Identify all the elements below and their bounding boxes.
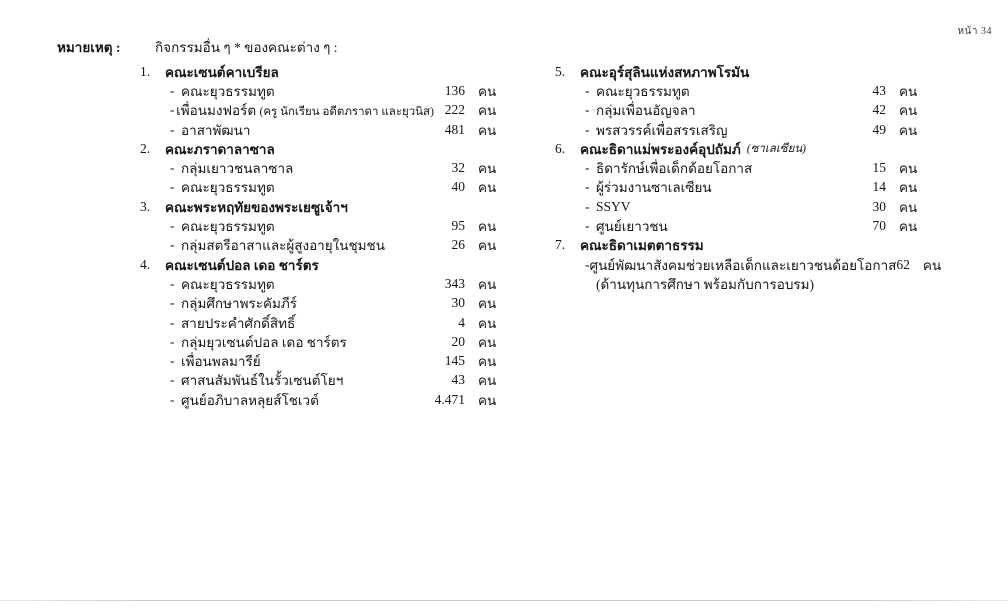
dash: - [585,121,590,137]
list-item [555,158,917,177]
list-item [140,390,496,409]
unit-label: คน [899,161,918,177]
list-item [140,313,496,332]
dash: - [585,102,590,118]
list-item [140,294,496,313]
unit-label: คน [478,334,497,350]
item-count: 136 [444,82,465,98]
unit-label: คน [478,238,497,254]
item-name: อาสาพัฒนา [181,122,251,138]
page-edge-line [0,600,1008,601]
item-count: 14 [872,179,886,195]
group-header [555,236,917,255]
item-name: คณะยุวธรรมทูต [181,83,275,99]
unit-label: คน [899,180,918,196]
list-item [140,178,496,197]
dash: - [170,391,175,407]
item-count: 4.471 [434,391,465,407]
dash: - [170,237,175,253]
dash: - [170,82,175,98]
item-name: SSYV [596,198,631,214]
item-count: 15 [872,160,886,176]
item-name: คณะยุวธรรมทูต [181,276,275,292]
group-title: คณะอุร์สุลินแห่งสหภาพโรมัน [580,64,750,80]
item-name: เพื่อนพลมารีย์ [181,354,261,370]
unit-label: คน [478,161,497,177]
group-title: คณะเซนต์ปอล เดอ ชาร์ตร [165,257,319,273]
item-count: 222 [444,102,465,118]
item-count: 62 [896,256,910,272]
list-item [140,274,496,293]
dash: - [170,333,175,349]
unit-label: คน [478,103,497,119]
list-item [555,255,942,274]
list-item [140,216,496,235]
list-item [555,216,917,235]
item-count: 30 [451,295,465,311]
unit-label: คน [478,180,497,196]
item-name: ศูนย์พัฒนาสังคมช่วยเหลือเด็กและเยาวชนด้อยโอกาส [589,257,897,273]
item-name: กลุ่มศึกษาพระคัมภีร์ [181,296,298,312]
column-left [140,62,496,409]
group-header [140,197,496,216]
list-item [140,81,496,100]
item-count: 343 [444,275,465,291]
item-name: ผู้ร่วมงานซาเลเซียน [596,180,712,196]
group-title: คณะภราดาลาซาล [165,141,275,157]
unit-label: คน [478,392,497,408]
dash: - [170,353,175,369]
unit-label: คน [899,199,918,215]
list-item [555,120,917,139]
unit-label: คน [899,219,918,235]
unit-label: คน [478,83,497,99]
group-number: 4. [140,256,151,272]
list-item [555,197,917,216]
item-name: ศูนย์เยาวชน [596,219,668,235]
list-item [140,351,496,370]
group-number: 6. [555,140,566,156]
item-count: 30 [872,198,886,214]
dash: - [170,295,175,311]
item-name: คณะยุวธรรมทูต [596,83,690,99]
list-item [140,332,496,351]
list-item [555,81,917,100]
group-header [140,139,496,158]
dash: - [585,218,590,234]
item-count: 70 [872,218,886,234]
group-number: 1. [140,63,151,79]
group-header [555,139,917,158]
item-name-main: เพื่อนมงฟอร์ต [176,103,257,119]
note-header [57,36,338,58]
item-count: 481 [444,121,465,137]
group-number: 7. [555,237,566,253]
dash: - [170,275,175,291]
item-name: กลุ่มสตรีอาสาและผู้สูงอายุในชุมชน [181,238,385,254]
item-name: กลุ่มเพื่อนอัญจลา [596,103,696,119]
page-number: หน้า 34 [957,26,992,37]
dash: - [170,102,175,118]
item-name: พรสวรรค์เพื่อสรรเสริญ [596,122,728,138]
dash: - [170,218,175,234]
dash: - [170,160,175,176]
dash: - [170,372,175,388]
item-name: คณะยุวธรรมทูต [181,219,275,235]
group-number: 3. [140,198,151,214]
group-header [140,255,496,274]
list-item [140,158,496,177]
unit-label: คน [478,122,497,138]
item-note: (ด้านทุนการศึกษา พร้อมกับการอบรม) [596,276,815,292]
list-item [140,120,496,139]
item-count: 32 [451,160,465,176]
unit-label: คน [478,276,497,292]
item-count: 4 [458,314,465,330]
unit-label: คน [899,83,918,99]
unit-label: คน [899,122,918,138]
group-number: 2. [140,140,151,156]
item-count: 95 [451,218,465,234]
group-header [555,62,917,81]
note-text: กิจกรรมอื่น ๆ * ของคณะต่าง ๆ : [155,40,338,55]
dash: - [585,82,590,98]
dash: - [585,179,590,195]
note-label: หมายเหตุ : [57,40,121,55]
unit-label: คน [478,354,497,370]
list-item [140,101,496,120]
list-item [555,101,917,120]
item-name: กลุ่มยุวเซนต์ปอล เดอ ชาร์ตร [181,334,347,350]
dash: - [585,198,590,214]
group-title: คณะเซนต์คาเบรียล [165,64,279,80]
dash: - [170,314,175,330]
group-title: คณะธิดาเมตตาธรรม [580,238,704,254]
item-count: 43 [451,372,465,388]
unit-label: คน [478,296,497,312]
group-title-note: (ซาเลเซียน) [746,142,807,155]
unit-label: คน [922,257,942,273]
list-item [555,178,917,197]
group-header [140,62,496,81]
list-item [140,236,496,255]
item-count: 20 [451,333,465,349]
dash: - [585,160,590,176]
group-title: คณะพระหฤทัยของพระเยซูเจ้าฯ [165,199,348,215]
dash: - [170,179,175,195]
unit-label: คน [478,219,497,235]
item-name: ศาสนสัมพันธ์ในรั้วเซนต์โยฯ [181,373,344,389]
item-name: สายประคำศักดิ์สิทธิ์ [181,315,296,331]
item-count: 40 [451,179,465,195]
dash: - [585,256,590,272]
item-count: 26 [451,237,465,253]
item-name: ศูนย์อภิบาลหลุยส์โชเวต์ [181,392,319,408]
group-title: คณะธิดาแม่พระองค์อุปถัมภ์ [580,141,741,157]
dash: - [170,121,175,137]
column-right [555,62,942,294]
unit-label: คน [478,315,497,331]
unit-label: คน [899,103,918,119]
item-name: ธิดารักษ์เพื่อเด็กด้อยโอกาส [596,161,753,177]
item-count: 145 [444,353,465,369]
unit-label: คน [478,373,497,389]
item-name: กลุ่มเยาวชนลาซาล [181,161,294,177]
group-number: 5. [555,63,566,79]
item-count: 49 [872,121,886,137]
list-item [140,371,496,390]
item-count: 43 [872,82,886,98]
item-name-note: (ครู นักเรียน อดีตภราดา และยุวนิส) [259,106,434,119]
item-name: คณะยุวธรรมทูต [181,180,275,196]
item-count: 42 [872,102,886,118]
